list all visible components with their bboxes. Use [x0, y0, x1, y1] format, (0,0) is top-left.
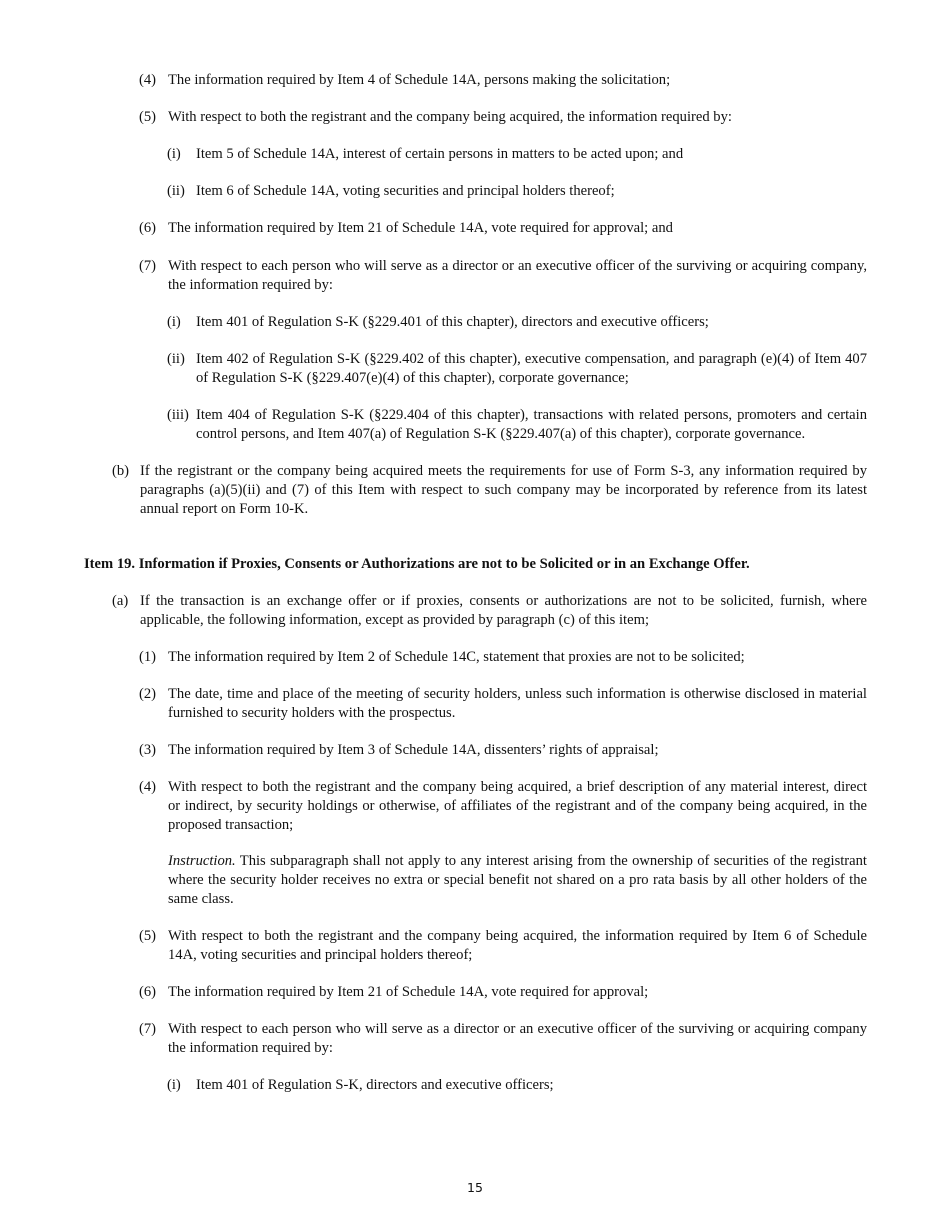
item-label: (4) [139, 72, 157, 88]
item-text: The information required by Item 2 of Schedule 14C, statement that proxies are not to be solicited; [168, 649, 745, 665]
list-item-a5 [139, 108, 867, 127]
item19-list-item-2 [139, 685, 867, 723]
item19-list-item-7 [139, 1020, 867, 1058]
instruction-lead: Instruction. [168, 853, 236, 869]
list-item-a7 [139, 257, 867, 295]
item-text: The date, time and place of the meeting of security holders, unless such information is otherwise disclosed in material furnished to security holders with the prospectus. [168, 686, 867, 721]
list-item-a7-iii [167, 406, 867, 444]
item-text: Item 404 of Regulation S-K (§229.404 of this chapter), transactions with related persons, promoters and certain control persons, and Item 407(a) of Regulation S-K (§229.407(a) of this chapter), corporate governance. [196, 407, 867, 442]
item-label: (7) [139, 258, 157, 274]
item-text: Item 5 of Schedule 14A, interest of certain persons in matters to be acted upon; and [196, 146, 684, 162]
item-label: (i) [167, 314, 181, 330]
item-text: If the transaction is an exchange offer or if proxies, consents or authorizations are not to be solicited, furnish, where applicable, the following information, except as provided by paragraph (c) of this item; [140, 593, 867, 628]
item-label: (iii) [167, 407, 189, 423]
item19-list-item-1 [139, 648, 867, 667]
item-label: (1) [139, 649, 157, 665]
item-text: If the registrant or the company being acquired meets the requirements for use of Form S-3, any information required by paragraphs (a)(5)(ii) and (7) of this Item with respect to such company may be incorporated by reference from its latest annual report on Form 10-K. [140, 463, 867, 517]
list-item-a6 [139, 219, 867, 238]
item-text: Item 402 of Regulation S-K (§229.402 of this chapter), executive compensation, and paragraph (e)(4) of Item 407 of Regulation S-K (§229.407(e)(4) of this chapter), corporate governance; [196, 351, 867, 386]
item-text: With respect to both the registrant and the company being acquired, a brief description of any material interest, direct or indirect, by security holdings or otherwise, of affiliates of the registrant and of the company being acquired, in the proposed transaction; [168, 779, 867, 833]
instruction-text: This subparagraph shall not apply to any interest arising from the ownership of securities of the registrant where the security holder receives no extra or special benefit not shared on a pro rata basis by all other holders of the same class. [168, 853, 867, 907]
item-text: With respect to both the registrant and the company being acquired, the information required by Item 6 of Schedule 14A, voting securities and principal holders thereof; [168, 928, 867, 963]
list-item-a7-ii [167, 350, 867, 388]
list-item-a4 [139, 71, 867, 90]
item-label: (ii) [167, 351, 185, 367]
item-text: The information required by Item 3 of Schedule 14A, dissenters’ rights of appraisal; [168, 742, 659, 758]
item19-list-item-3 [139, 741, 867, 760]
item-text: With respect to each person who will serve as a director or an executive officer of the surviving or acquiring company, the information required by: [168, 258, 867, 293]
item-label: (5) [139, 109, 157, 125]
item-text: Item 401 of Regulation S-K, directors and executive officers; [196, 1077, 554, 1093]
item-label: (4) [139, 779, 157, 795]
item-text: The information required by Item 4 of Schedule 14A, persons making the solicitation; [168, 72, 671, 88]
item19-list-item-5 [139, 927, 867, 965]
item-label: (5) [139, 928, 157, 944]
list-item-a7-i [167, 313, 867, 332]
item-text: Item 401 of Regulation S-K (§229.401 of this chapter), directors and executive officers; [196, 314, 709, 330]
item-label: (a) [112, 593, 129, 609]
instruction-note [168, 852, 867, 909]
item-label: (3) [139, 742, 157, 758]
list-item-a5-ii [167, 182, 867, 201]
item-label: (ii) [167, 183, 185, 199]
section-heading-item-19: Item 19. Information if Proxies, Consents or Authorizations are not to be Solicited or in an Exchange Offer. [84, 556, 750, 572]
item-label: (6) [139, 984, 157, 1000]
item-text: Item 6 of Schedule 14A, voting securities and principal holders thereof; [196, 183, 615, 199]
list-item-a5-i [167, 145, 867, 164]
item19-list-item-7-i [167, 1076, 867, 1095]
item19-list-item-6 [139, 983, 867, 1002]
paragraph-b [112, 462, 867, 519]
item-label: (i) [167, 1077, 181, 1093]
item-text: The information required by Item 21 of Schedule 14A, vote required for approval; [168, 984, 649, 1000]
item19-paragraph-a [112, 592, 867, 630]
item-label: (b) [112, 463, 130, 479]
item-label: (6) [139, 220, 157, 236]
item19-list-item-4 [139, 778, 867, 835]
item-label: (2) [139, 686, 157, 702]
item-label: (7) [139, 1021, 157, 1037]
item-text: With respect to both the registrant and the company being acquired, the information required by: [168, 109, 732, 125]
page-number: 15 [467, 1180, 483, 1195]
item-text: With respect to each person who will serve as a director or an executive officer of the surviving or acquiring company the information required by: [168, 1021, 867, 1056]
item-text: The information required by Item 21 of Schedule 14A, vote required for approval; and [168, 220, 673, 236]
item-label: (i) [167, 146, 181, 162]
